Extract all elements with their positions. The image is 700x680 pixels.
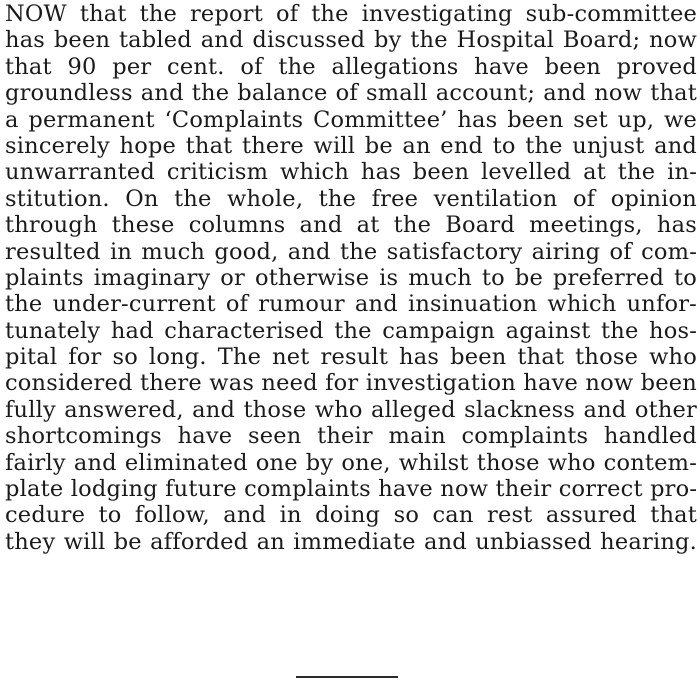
text-line: pital for so long. The net result has been that those who <box>5 344 697 371</box>
text-line: that 90 per cent. of the allegations have been proved <box>5 53 697 80</box>
text-line: fairly and eliminated one by one, whilst those who contem- <box>5 449 697 476</box>
text-line: fully answered, and those who alleged slackness and other <box>5 396 697 423</box>
text-line: unwarranted criticism which has been levelled at the in- <box>5 159 697 186</box>
text-line: cedure to follow, and in doing so can rest assured that <box>5 502 697 529</box>
text-line: stitution. On the whole, the free ventilation of opinion <box>5 185 697 212</box>
text-line: tunately had characterised the campaign against the hos- <box>5 317 697 344</box>
text-line: groundless and the balance of small account; and now that <box>5 80 697 107</box>
text-line: shortcomings have seen their main complaints handled <box>5 423 697 450</box>
section-divider <box>296 676 398 678</box>
text-line: sincerely hope that there will be an end to the unjust and <box>5 132 697 159</box>
text-line: resulted in much good, and the satisfactory airing of com- <box>5 238 697 265</box>
text-line: the under-current of rumour and insinuation which unfor- <box>5 291 697 318</box>
text-line: plaints imaginary or otherwise is much to be preferred to <box>5 264 697 291</box>
text-line: a permanent ‘Complaints Committee’ has been set up, we <box>5 106 697 133</box>
article-body <box>5 1 697 555</box>
text-line: through these columns and at the Board meetings, has <box>5 212 697 239</box>
text-line: NOW that the report of the investigating sub-committee <box>5 1 697 27</box>
text-line: has been tabled and discussed by the Hospital Board; now <box>5 27 697 54</box>
text-line: considered there was need for investigation have now been <box>5 370 697 397</box>
text-line: plate lodging future complaints have now their correct pro- <box>5 476 698 503</box>
text-line: they will be afforded an immediate and unbiassed hearing. <box>5 528 697 555</box>
